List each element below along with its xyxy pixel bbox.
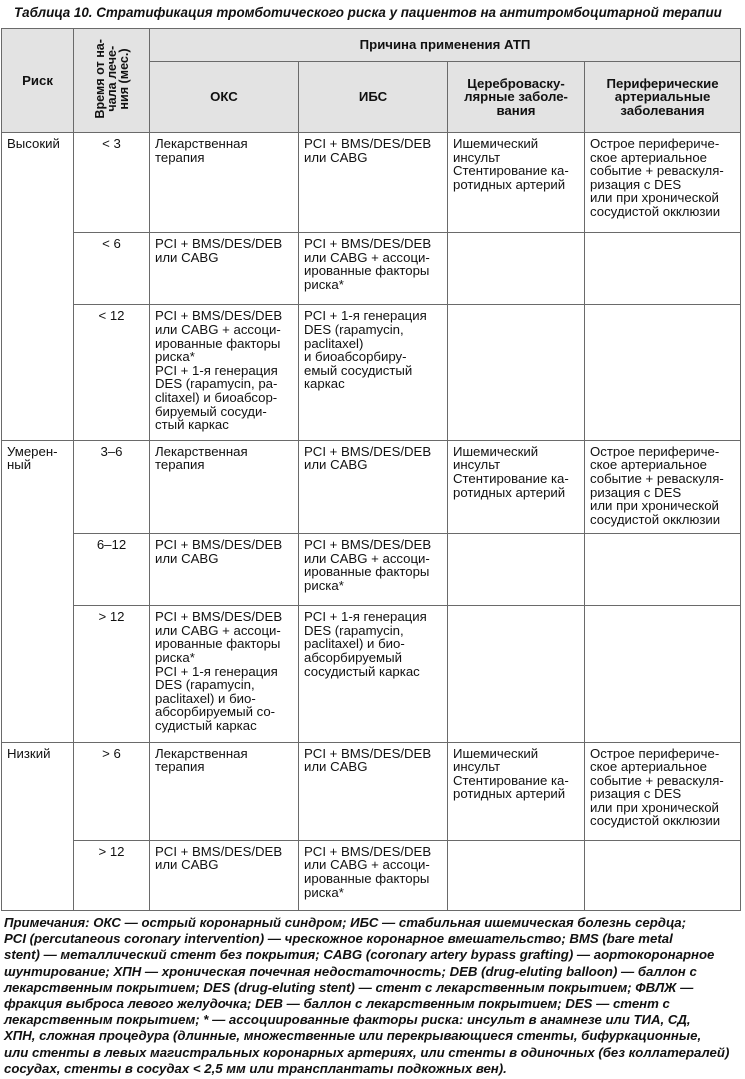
ibs-cell: PCI + 1-я генерация DES (rapamycin, paclitaxel) и био- абсорбируемый сосудистый каркас (299, 606, 448, 742)
oks-cell: PCI + BMS/DES/DEB или CABG + ассоци- ированные факторы риска* PCI + 1-я генерация DES (rapamycin, paclitaxel) и био- абсорбируемый со- судистый каркас (150, 606, 299, 742)
cerebro-cell: Ишемический инсульт Стентирование ка- ротидных артерий (448, 440, 585, 533)
table-row (2, 840, 741, 910)
time-cell: 3–6 (74, 440, 150, 533)
ibs-cell: PCI + BMS/DES/DEB или CABG (299, 133, 448, 233)
time-cell: < 6 (74, 233, 150, 305)
peripheral-cell: Острое перифериче- ское артериальное событие + реваскуля- ризация с DES или при хронической сосудистой окклюзии (585, 133, 741, 233)
ibs-cell: PCI + BMS/DES/DEB или CABG + ассоци- ированные факторы риска* (299, 233, 448, 305)
table-caption: Таблица 10. Стратификация тромботического риска у пациентов на антитромбоцитарной терапии (14, 5, 722, 20)
risk-low: Низкий (2, 742, 74, 910)
oks-cell: PCI + BMS/DES/DEB или CABG (150, 534, 299, 606)
risk-high: Высокий (2, 133, 74, 441)
oks-cell: Лекарственная терапия (150, 440, 299, 533)
time-cell: < 3 (74, 133, 150, 233)
header-col-ibs: ИБС (299, 62, 448, 133)
cerebro-cell (448, 534, 585, 606)
ibs-cell: PCI + BMS/DES/DEB или CABG (299, 440, 448, 533)
oks-cell: PCI + BMS/DES/DEB или CABG + ассоци- ированные факторы риска* PCI + 1-я генерация DES (rapamycin, pa- clitaxel) и биоабсор- бируемый сосуди- стый каркас (150, 305, 299, 440)
peripheral-cell (585, 606, 741, 742)
time-cell: < 12 (74, 305, 150, 440)
oks-cell: PCI + BMS/DES/DEB или CABG (150, 840, 299, 910)
cerebro-cell: Ишемический инсульт Стентирование ка- ротидных артерий (448, 133, 585, 233)
cerebro-cell (448, 233, 585, 305)
time-cell: > 12 (74, 606, 150, 742)
peripheral-cell (585, 534, 741, 606)
header-col-cerebro: Цереброваску- лярные заболе- вания (448, 62, 585, 133)
ibs-cell: PCI + BMS/DES/DEB или CABG + ассоци- ированные факторы риска* (299, 534, 448, 606)
table-row (2, 233, 741, 305)
oks-cell: Лекарственная терапия (150, 742, 299, 840)
risk-stratification-table (1, 28, 741, 911)
ibs-cell: PCI + BMS/DES/DEB или CABG + ассоци- ированные факторы риска* (299, 840, 448, 910)
cerebro-cell (448, 305, 585, 440)
ibs-cell: PCI + BMS/DES/DEB или CABG (299, 742, 448, 840)
table-row (2, 305, 741, 440)
table-notes: Примечания: ОКС — острый коронарный синдром; ИБС — стабильная ишемическая болезнь сердца; PCI (percutaneous coronary intervention) — чрескожное коронарное вмешательство; BMS (bare metal stent) — металлический стент без покрытия; CABG (coronary artery bypass grafting) — аортокоронарное шунтирование; ХПН — хроническая почечная недостаточность; DEB (drug-eluting balloon) — баллон с лекарственным покрытием; DES (drug-eluting stent) — стент с лекарственным покрытием; ФВЛЖ — фракция выброса левого желудочка; DEB — баллон с лекарственным покрытием; DES — стент с лекарственным покрытием; * — ассоциированные факторы риска: инсульт в анамнезе или ТИА, СД, ХПН, сложная процедура (длинные, множественные или перекрывающиеся стенты, бифуркационные, или стенты в левых магистральных коронарных артериях, или стенты в одиночных (без коллатералей) сосудах, стенты в сосудах < 2,5 мм или трансплантаты подкожных вен). (4, 915, 730, 1076)
time-cell: 6–12 (74, 534, 150, 606)
peripheral-cell (585, 305, 741, 440)
risk-moderate: Умерен- ный (2, 440, 74, 742)
cerebro-cell (448, 840, 585, 910)
cerebro-cell: Ишемический инсульт Стентирование ка- ротидных артерий (448, 742, 585, 840)
header-time-label: Время от на- чала лече- ния (мес.) (92, 39, 131, 120)
header-col-peripheral: Периферические артериальные заболевания (585, 62, 741, 133)
oks-cell: PCI + BMS/DES/DEB или CABG (150, 233, 299, 305)
table-row (2, 606, 741, 742)
ibs-cell: PCI + 1-я генерация DES (rapamycin, paclitaxel) и биоабсорбиру- емый сосудистый каркас (299, 305, 448, 440)
peripheral-cell (585, 840, 741, 910)
header-col-oks: ОКС (150, 62, 299, 133)
table-row (2, 133, 741, 233)
table-row (2, 742, 741, 840)
peripheral-cell: Острое перифериче- ское артериальное событие + реваскуля- ризация с DES или при хронической сосудистой окклюзии (585, 440, 741, 533)
peripheral-cell (585, 233, 741, 305)
time-cell: > 12 (74, 840, 150, 910)
cerebro-cell (448, 606, 585, 742)
header-time (74, 29, 150, 133)
time-cell: > 6 (74, 742, 150, 840)
table-row (2, 534, 741, 606)
peripheral-cell: Острое перифериче- ское артериальное событие + реваскуля- ризация с DES или при хронической сосудистой окклюзии (585, 742, 741, 840)
table-row (2, 440, 741, 533)
header-group: Причина применения АТП (150, 29, 741, 62)
header-risk: Риск (2, 29, 74, 133)
oks-cell: Лекарственная терапия (150, 133, 299, 233)
